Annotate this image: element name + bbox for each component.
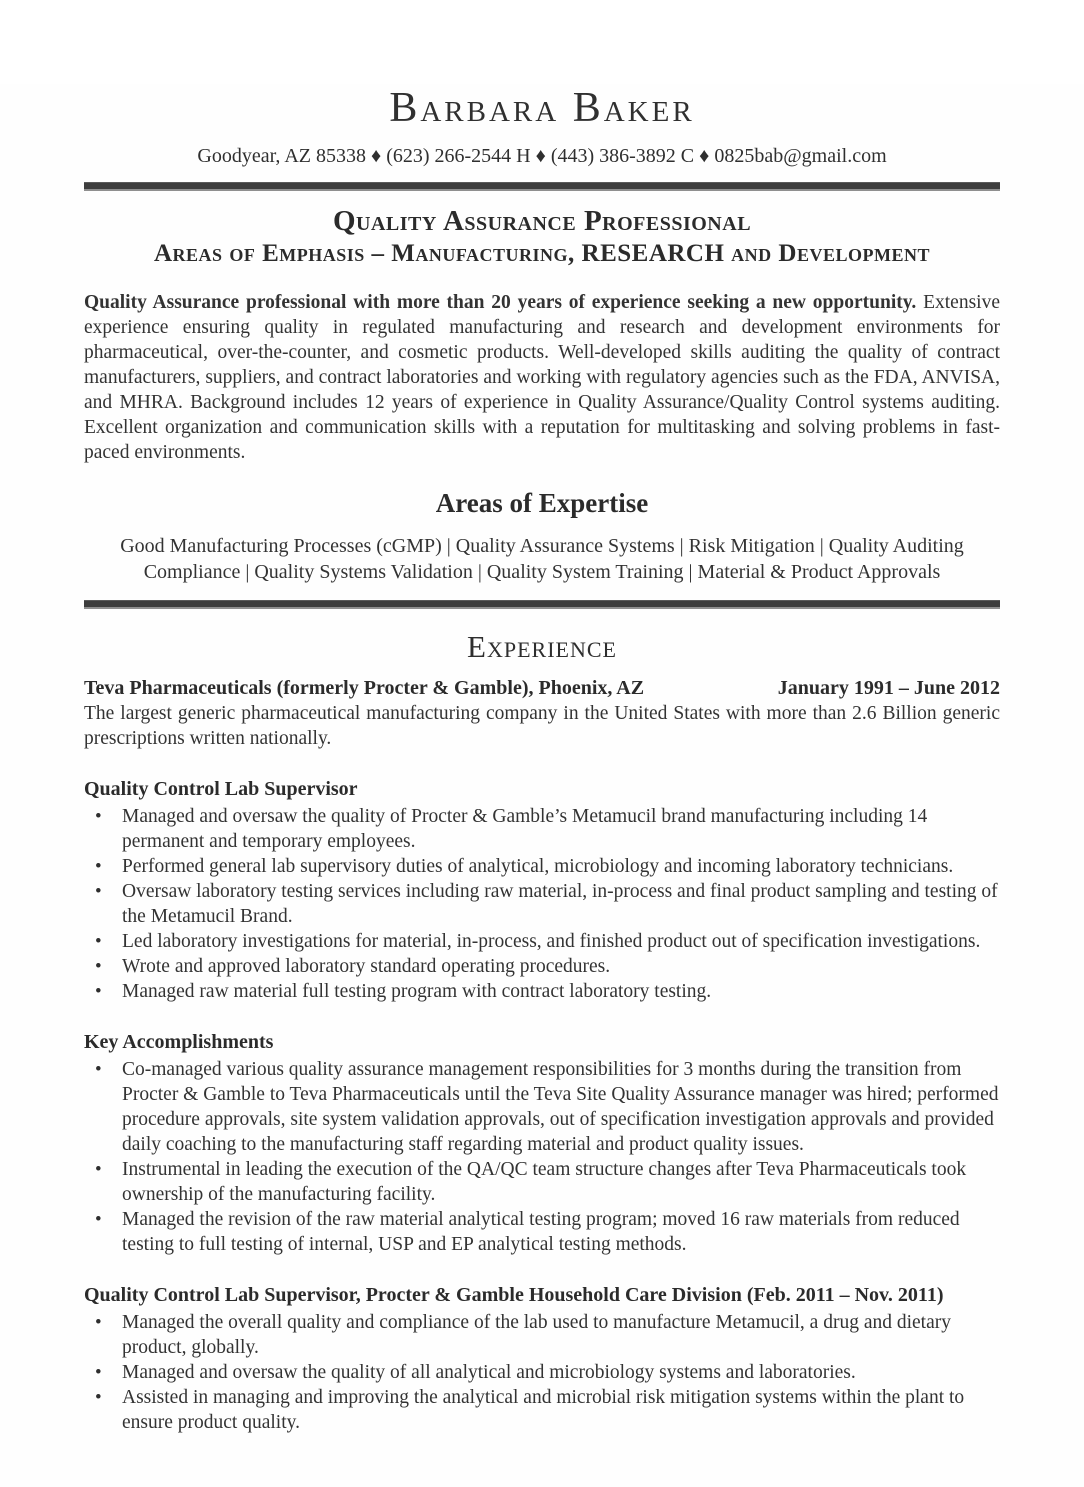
bullet-item: • Wrote and approved laboratory standard operating procedures. [84,954,1000,979]
bullet-item: • Performed general lab supervisory duties of analytical, microbiology and incoming laboratory technicians. [84,854,1000,879]
bullet-item: • Managed and oversaw the quality of all analytical and microbiology systems and laboratories. [84,1360,1000,1385]
summary-body-text: Extensive experience ensuring quality in regulated manufacturing and research and development environments for pharmaceutical, over-the-counter, and cosmetic products. Well-developed skills auditing the quality of contract manufacturers, suppliers, and contract laboratories and working with regulatory agencies such as the FDA, ANVISA, and MHRA. Background includes 12 years of experience in Quality Assurance/Quality Control systems auditing. Excellent organization and communication skills with a reputation for multitasking and solving problems in fast-paced environments. [84,292,1000,463]
role-section-key-accomplishments [84,1030,1000,1257]
bullet-item: • Managed the revision of the raw material analytical testing program; moved 16 raw materials from reduced testing to full testing of internal, USP and EP analytical testing methods. [84,1207,1000,1257]
bullet-item: • Co-managed various quality assurance management responsibilities for 3 months during the transition from Procter & Gamble to Teva Pharmaceuticals until the Teva Site Quality Assurance manager was hired; performed procedure approvals, site system validation approvals, out of specification investigation approvals and provided daily coaching to the manufacturing staff regarding material and product quality issues. [84,1057,1000,1157]
bullet-item: • Assisted in managing and improving the analytical and microbial risk mitigation systems within the plant to ensure product quality. [84,1385,1000,1435]
role-title: Quality Control Lab Supervisor, Procter & Gamble Household Care Division (Feb. 2011 – Nov. 2011) [84,1284,944,1306]
expertise-divider-rule [84,600,1000,609]
expertise-line-1: Good Manufacturing Processes (cGMP) | Quality Assurance Systems | Risk Mitigation | Quality Auditing [120,535,964,557]
headline-title: Quality Assurance Professional [332,205,752,237]
expertise-list [84,533,1000,585]
employer-description: The largest generic pharmaceutical manufacturing company in the United States with more than 2.6 Billion generic prescriptions written nationally. [84,703,1000,749]
header-divider-rule [84,182,1000,191]
areas-of-expertise-heading: Areas of Expertise [435,488,649,518]
role-section-household-care-division [84,1283,1000,1435]
bullet-item: • Instrumental in leading the execution of the QA/QC team structure changes after Teva Pharmaceuticals took ownership of the manufacturing facility. [84,1157,1000,1207]
summary-lead-sentence: Quality Assurance professional with more than 20 years of experience seeking a new opportunity. [84,292,917,313]
role-bullet-list [84,1057,1000,1257]
bullet-item: • Led laboratory investigations for material, in-process, and finished product out of specification investigations. [84,929,1000,954]
role-bullet-list [84,804,1000,1004]
employment-dates: January 1991 – June 2012 [777,677,1000,699]
employer-name: Teva Pharmaceuticals (formerly Procter & Gamble), Phoenix, AZ [84,677,645,699]
experience-heading: Experience [467,629,617,664]
role-title: Quality Control Lab Supervisor [84,778,358,800]
resume-page [0,84,1084,1487]
bullet-item: • Managed raw material full testing program with contract laboratory testing. [84,979,1000,1004]
contact-line: Goodyear, AZ 85338 ♦ (623) 266-2544 H ♦ (443) 386-3892 C ♦ 0825bab@gmail.com [197,145,887,167]
role-section-quality-control-lab-supervisor [84,777,1000,1004]
bullet-item: • Managed and oversaw the quality of Procter & Gamble’s Metamucil brand manufacturing including 14 permanent and temporary employees. [84,804,1000,854]
bullet-item: • Oversaw laboratory testing services including raw material, in-process and final product sampling and testing of the Metamucil Brand. [84,879,1000,929]
role-title: Key Accomplishments [84,1031,274,1053]
employer-row [84,676,1000,701]
bullet-item: • Managed the overall quality and compliance of the lab used to manufacture Metamucil, a drug and dietary product, globally. [84,1310,1000,1360]
role-bullet-list [84,1310,1000,1435]
summary-paragraph [84,290,1000,465]
expertise-line-2: Compliance | Quality Systems Validation | Quality System Training | Material & Product Approvals [143,561,941,583]
candidate-name: Barbara Baker [389,85,695,131]
headline-subtitle: Areas of Emphasis – Manufacturing, RESEARCH and Development [154,240,930,267]
